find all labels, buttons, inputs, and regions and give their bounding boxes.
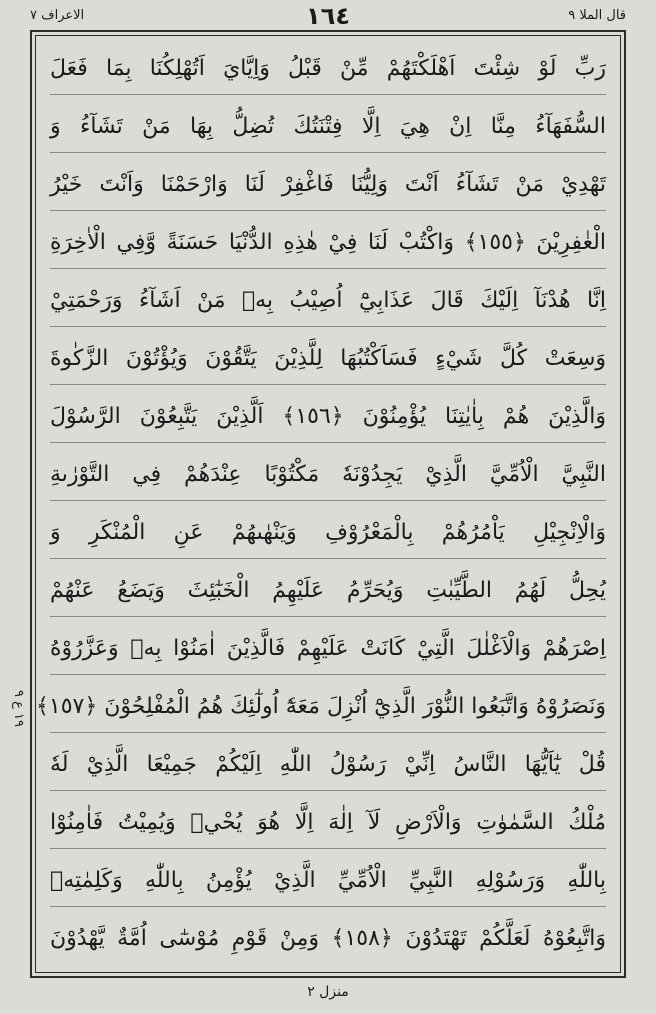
- text-line-3: تَهْدِيْ مَنْ تَشَآءُ اَنْتَ وَلِيُّنَا فَاغْفِرْ لَنَا وَارْحَمْنَا وَاَنْتَ خَيْرُ: [50, 160, 606, 211]
- ruku-margin-note: ١٩ ع ٩: [11, 690, 26, 727]
- text-line-1: رَبِّ لَوْ شِئْتَ اَهْلَكْتَهُمْ مِّنْ قَبْلُ وَاِيَّايَ اَتُهْلِكُنَا بِمَا فَعَلَ: [50, 44, 606, 95]
- text-line-5: اِنَّا هُدْنَآ اِلَيْكَ قَالَ عَذَابِيْٓ اُصِيْبُ بِهٖ مَنْ اَشَآءُ وَرَحْمَتِيْ: [50, 276, 606, 327]
- text-line-14: مُلْكُ السَّمٰوٰتِ وَالْاَرْضِ لَآ اِلٰهَ اِلَّا هُوَ يُحْيٖ وَيُمِيْتُ فَاٰمِنُوْا: [50, 798, 606, 849]
- juz-label: قال الملا ٩: [568, 8, 626, 23]
- text-line-7: وَالَّذِيْنَ هُمْ بِاٰيٰتِنَا يُؤْمِنُوْنَ ﴿١٥٦﴾ اَلَّذِيْنَ يَتَّبِعُوْنَ الرَّسُوْلَ: [50, 392, 606, 443]
- text-line-10: يُحِلُّ لَهُمُ الطَّيِّبٰتِ وَيُحَرِّمُ عَلَيْهِمُ الْخَبٰٓئِثَ وَيَضَعُ عَنْهُمْ: [50, 566, 606, 617]
- text-line-6: وَسِعَتْ كُلَّ شَيْءٍ فَسَاَكْتُبُهَا لِلَّذِيْنَ يَتَّقُوْنَ وَيُؤْتُوْنَ الزَّكٰوةَ: [50, 334, 606, 385]
- text-line-13: قُلْ يٰٓاَيُّهَا النَّاسُ اِنِّيْ رَسُوْلُ اللّٰهِ اِلَيْكُمْ جَمِيْعَا الَّذِيْ لَهٗ: [50, 740, 606, 791]
- manzil-footer: منزل ٢: [307, 984, 349, 1000]
- text-line-4: الْغٰفِرِيْنَ ﴿١٥٥﴾ وَاكْتُبْ لَنَا فِيْ هٰذِهِ الدُّنْيَا حَسَنَةً وَّفِي الْاٰخِرَةِ: [50, 218, 606, 269]
- text-line-9: وَالْاِنْجِيْلِ يَاْمُرُهُمْ بِالْمَعْرُوْفِ وَيَنْهٰىهُمْ عَنِ الْمُنْكَرِ وَ: [50, 508, 606, 559]
- text-line-8: النَّبِيَّ الْاُمِّيَّ الَّذِيْ يَجِدُوْنَهٗ مَكْتُوْبًا عِنْدَهُمْ فِي التَّوْرٰىةِ: [50, 450, 606, 501]
- text-line-2: السُّفَهَآءُ مِنَّا اِنْ هِيَ اِلَّا فِتْنَتُكَ تُضِلُّ بِهَا مَنْ تَشَآءُ وَ: [50, 102, 606, 153]
- text-frame: [30, 30, 626, 978]
- page-number: ١٦٤: [306, 2, 350, 30]
- text-line-16: وَاتَّبِعُوْهُ لَعَلَّكُمْ تَهْتَدُوْنَ ﴿١٥٨﴾ وَمِنْ قَوْمِ مُوْسٰٓى اُمَّةٌ يَّهْدُوْنَ: [50, 926, 607, 951]
- page-header: [30, 2, 626, 32]
- text-line-12: وَنَصَرُوْهُ وَاتَّبَعُوا النُّوْرَ الَّذِيْٓ اُنْزِلَ مَعَهٗٓ اُولٰٓئِكَ هُمُ الْمُفْلِحُوْنَ ﴿١٥٧﴾: [50, 682, 606, 733]
- surah-label: الاعراف ٧: [30, 8, 85, 23]
- text-line-15: بِاللّٰهِ وَرَسُوْلِهِ النَّبِيِّ الْاُمِّيِّ الَّذِيْ يُؤْمِنُ بِاللّٰهِ وَكَلِمٰتِهٖ: [50, 856, 606, 907]
- text-line-11: اِصْرَهُمْ وَالْاَغْلٰلَ الَّتِيْ كَانَتْ عَلَيْهِمْ فَالَّذِيْنَ اٰمَنُوْا بِهٖ وَعَزَّرُوْهُ: [50, 624, 606, 675]
- text-body: [35, 35, 621, 973]
